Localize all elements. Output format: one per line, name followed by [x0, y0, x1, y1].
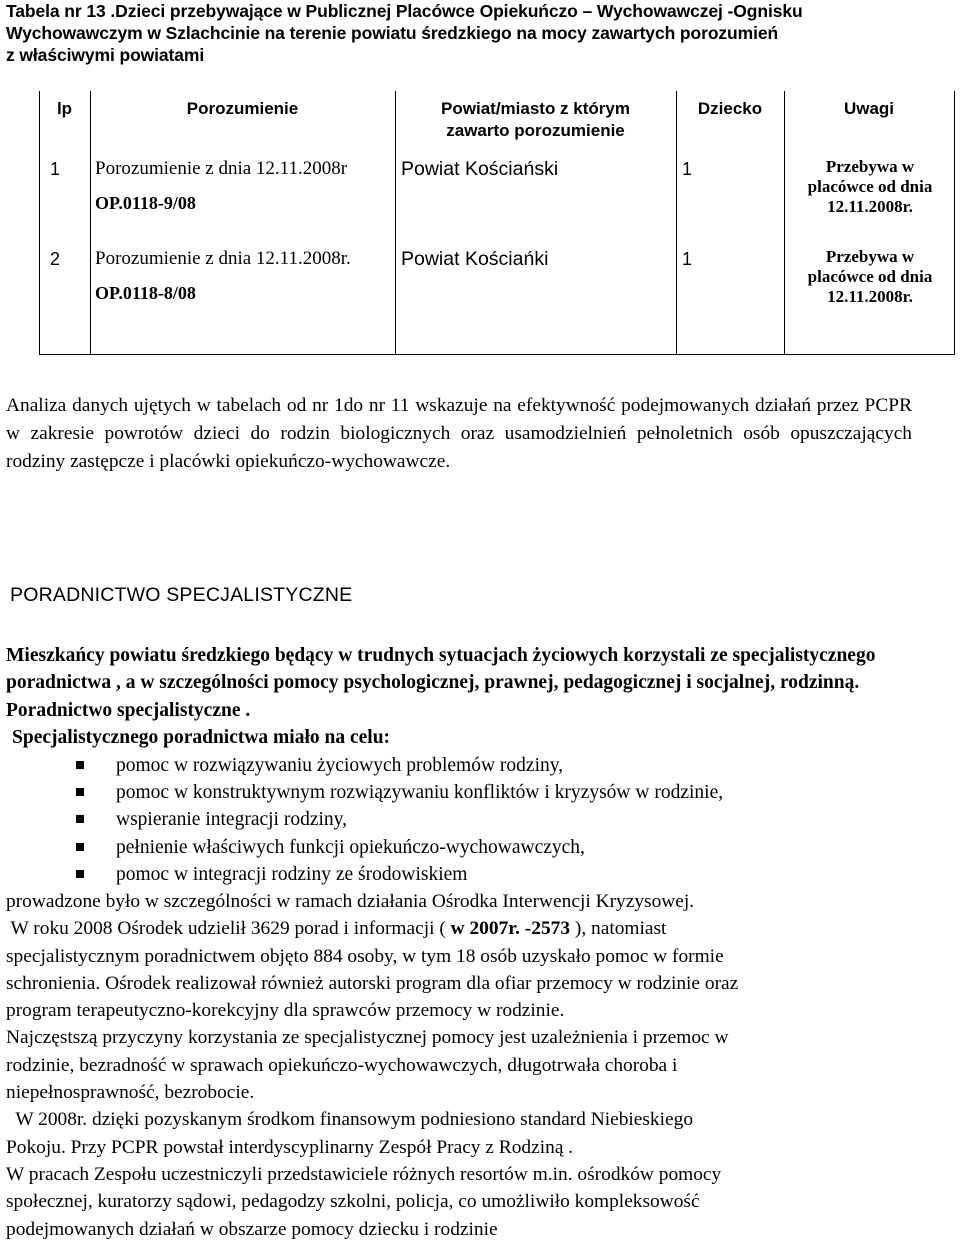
row-uwagi-line-3: 12.11.2008r.	[827, 197, 913, 216]
caption-line-3: z właściwymi powiatami	[6, 45, 205, 65]
body-line-part: ), natomiast	[574, 918, 667, 940]
goal-text: pomoc w integracji rodziny ze środowiskiem	[116, 863, 468, 885]
caption-line-2: Wychowawczym w Szlachcinie na terenie powiatu średzkiego na mocy zawartych porozumień	[6, 23, 779, 43]
row-uwagi-line-1: Przebywa w	[825, 247, 915, 266]
goal-text: pomoc w konstruktywnym rozwiązywaniu konfliktów i kryzysów w rodzinie,	[116, 782, 724, 804]
body-line: prowadzone było w szczególności w ramach działania Ośrodka Interwencji Kryzysowej.	[6, 891, 695, 912]
goal-text: pełnienie właściwych funkcji opiekuńczo-wychowawczych,	[116, 836, 585, 858]
body-line: W pracach Zespołu uczestniczyli przedstawiciele różnych resortów m.in. ośrodków pomocy	[6, 1163, 722, 1185]
row-lp: 2	[50, 249, 61, 269]
row-porozumienie: Porozumienie z dnia 12.11.2008r	[95, 158, 348, 179]
bullet-icon	[76, 788, 84, 796]
body-line: rodzinie, bezradność w sprawach opiekuńczo-wychowawczych, długotrwała choroba i	[6, 1054, 678, 1076]
body-line-bold: w 2007r. -2573	[450, 918, 575, 940]
row-porozumienie: Porozumienie z dnia 12.11.2008r.	[95, 248, 351, 269]
body-line-part: W roku 2008 Ośrodek udzielił 3629 porad i informacji (	[6, 918, 451, 940]
header-dziecko: Dziecko	[697, 99, 763, 118]
row-uwagi	[787, 157, 953, 217]
row-numer: OP.0118-9/08	[95, 193, 196, 213]
row-uwagi-line-2: placówce od dnia	[807, 177, 933, 196]
row-dziecko: 1	[682, 249, 693, 269]
body-line: społecznej, kuratorzy sądowi, pedagodzy szkolni, policja, co umożliwiło kompleksowość	[6, 1191, 700, 1213]
bullet-icon	[76, 815, 84, 823]
list-item	[76, 861, 723, 888]
row-uwagi	[787, 247, 953, 307]
goals-list	[76, 752, 723, 888]
header-powiat-line-1: Powiat/miasto z którym	[441, 99, 630, 118]
goal-text: pomoc w rozwiązywaniu życiowych problemów rodziny,	[116, 755, 564, 776]
header-powiat	[395, 98, 676, 142]
list-item	[76, 834, 723, 861]
row-numer: OP.0118-8/08	[95, 283, 196, 303]
header-porozumienie: Porozumienie	[186, 99, 299, 118]
body-line: schronienia. Ośrodek realizował również autorski program dla ofiar przemocy w rodzinie oraz	[6, 972, 739, 994]
row-powiat: Powiat Kościański	[401, 158, 559, 180]
body-line: Najczęstszą przyczyny korzystania ze specjalistycznej pomocy jest uzależnienia i przemoc w	[6, 1027, 729, 1049]
bullet-icon	[76, 761, 84, 769]
row-powiat: Powiat Kościańki	[401, 248, 549, 270]
header-powiat-line-2: zawarto porozumienie	[446, 121, 625, 140]
row-dziecko: 1	[682, 159, 693, 179]
list-item	[76, 752, 723, 779]
bullet-icon	[76, 870, 84, 878]
row-uwagi-line-2: placówce od dnia	[807, 267, 933, 286]
goal-text: wspieranie integracji rodziny,	[116, 809, 348, 831]
section-heading: PORADNICTWO SPECJALISTYCZNE	[10, 584, 353, 606]
row-uwagi-line-3: 12.11.2008r.	[827, 287, 913, 306]
body-text	[6, 888, 956, 1243]
body-line: Pokoju. Przy PCPR powstał interdyscyplinarny Zespół Pracy z Rodziną .	[6, 1136, 574, 1158]
list-item	[76, 779, 723, 806]
body-line: podejmowanych działań w obszarze pomocy dziecku i rodzinie	[6, 1218, 498, 1240]
goal-heading: Specjalistycznego poradnictwa miało na celu:	[12, 727, 391, 748]
row-lp: 1	[50, 159, 61, 179]
body-line: niepełnosprawność, bezrobocie.	[6, 1082, 255, 1104]
header-uwagi: Uwagi	[843, 99, 895, 118]
caption-line-1: Tabela nr 13 .Dzieci przebywające w Publicznej Placówce Opiekuńczo – Wychowawczej -Ognisku	[6, 1, 803, 21]
bullet-icon	[76, 843, 84, 851]
table-caption	[6, 0, 954, 66]
agreements-table	[39, 91, 955, 355]
analysis-paragraph: Analiza danych ujętych w tabelach od nr 1do nr 11 wskazuje na efektywność podejmowanych działań przez PCPR w zakresie powrotów dzieci do rodzin biologicznych oraz usamodzielnień pełnoletnich osób opuszczających rodziny zastępcze i placówki opiekuńczo-wychowawcze.	[6, 395, 912, 472]
body-line	[6, 915, 956, 942]
row-uwagi-line-1: Przebywa w	[825, 157, 915, 176]
body-line: program terapeutyczno-korekcyjny dla sprawców przemocy w rodzinie.	[6, 1000, 565, 1022]
body-line: W 2008r. dzięki pozyskanym środkom finansowym podniesiono standard Niebieskiego	[6, 1109, 694, 1131]
intro-paragraph: Mieszkańcy powiatu średzkiego będący w trudnych sytuacjach życiowych korzystali ze specjalistycznego poradnictwa , a w szczególności pomocy psychologicznej, prawnej, pedagogicznej i socjalnej, rodzinną. Poradnictwo specjalistyczne .	[6, 645, 876, 721]
body-line: specjalistycznym poradnictwem objęto 884 osoby, w tym 18 osób uzyskało pomoc w formie	[6, 945, 724, 967]
header-lp: lp	[56, 99, 73, 118]
list-item	[76, 806, 723, 833]
